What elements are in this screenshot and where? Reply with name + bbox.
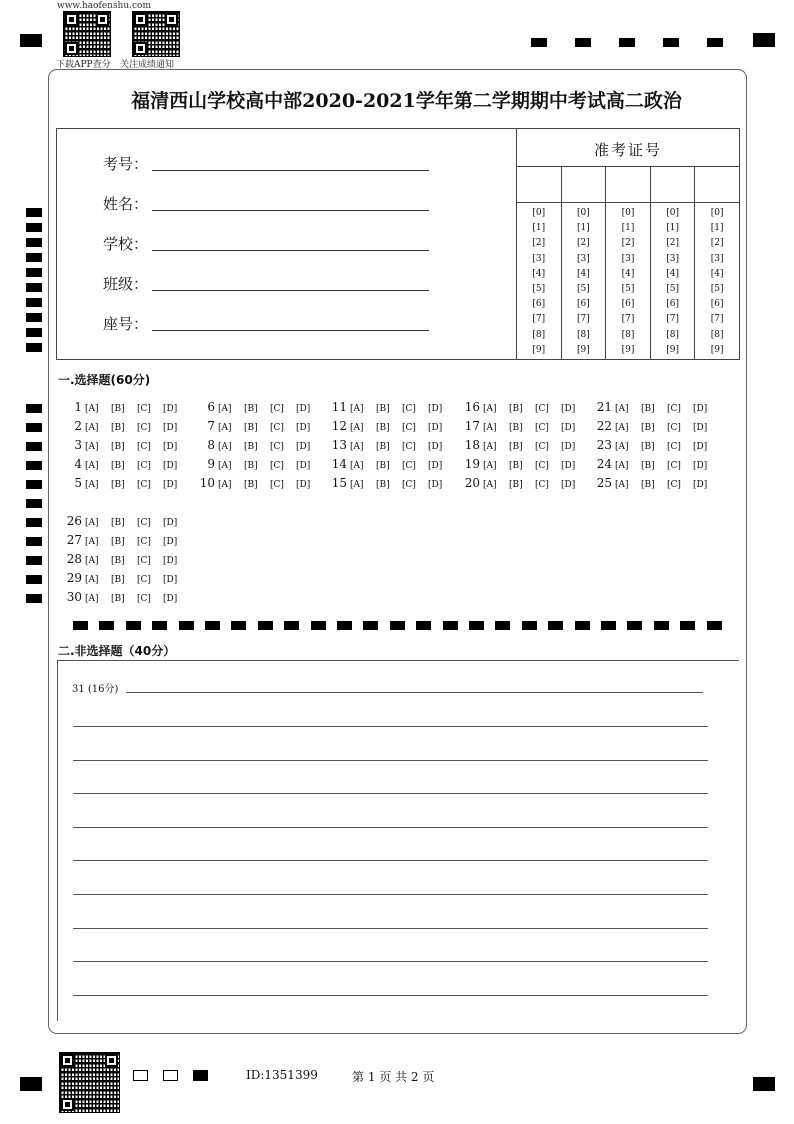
option-bubble[interactable]: [A]: [350, 461, 364, 471]
option-bubble[interactable]: [B]: [111, 575, 125, 585]
option-bubble[interactable]: [C]: [270, 423, 284, 433]
option-bubble[interactable]: [D]: [561, 461, 576, 471]
option-bubble[interactable]: [A]: [483, 423, 497, 433]
option-bubble[interactable]: [A]: [85, 442, 99, 452]
question-row: [60, 588, 189, 607]
option-bubble[interactable]: [B]: [376, 480, 390, 490]
question-row: [60, 417, 189, 436]
digit-bubble[interactable]: [6]: [577, 299, 590, 310]
option-bubble[interactable]: [C]: [535, 480, 549, 490]
digit-bubble[interactable]: [3]: [621, 253, 635, 264]
corner-marker-top-left: [20, 34, 42, 47]
question-number: 28: [66, 552, 82, 566]
corner-marker-bottom-right: [753, 1077, 775, 1091]
option-bubble[interactable]: [C]: [402, 480, 416, 490]
exam-digit-column: [517, 203, 562, 359]
digit-bubble[interactable]: [6]: [710, 299, 724, 310]
option-bubble[interactable]: [C]: [137, 442, 151, 452]
question-row: [193, 417, 322, 436]
option-bubble[interactable]: [A]: [350, 423, 364, 433]
option-bubble[interactable]: [A]: [85, 537, 99, 547]
option-bubble[interactable]: [D]: [163, 480, 178, 490]
option-bubble[interactable]: [A]: [615, 480, 629, 490]
option-bubble[interactable]: [C]: [137, 537, 151, 547]
field-label: 学校：: [103, 235, 149, 253]
question-number: 25: [596, 476, 612, 490]
digit-bubble[interactable]: [2]: [710, 238, 724, 249]
option-bubble[interactable]: [B]: [509, 480, 523, 490]
option-bubble[interactable]: [C]: [270, 404, 284, 414]
question-row: [458, 417, 587, 436]
digit-bubble[interactable]: [1]: [577, 223, 590, 234]
option-bubble[interactable]: [C]: [402, 442, 416, 452]
digit-bubble[interactable]: [9]: [621, 344, 635, 355]
option-bubble[interactable]: [C]: [402, 423, 416, 433]
question-number: 12: [331, 419, 347, 433]
page-mark-empty-1: [133, 1070, 148, 1081]
option-bubble[interactable]: [A]: [85, 556, 99, 566]
option-bubble[interactable]: [D]: [163, 404, 178, 414]
option-bubble[interactable]: [A]: [615, 461, 629, 471]
digit-bubble[interactable]: [0]: [621, 208, 635, 218]
digit-bubble[interactable]: [8]: [577, 329, 590, 340]
exam-digit-column: [562, 203, 607, 359]
digit-bubble[interactable]: [5]: [710, 284, 724, 295]
question-number: 13: [331, 438, 347, 452]
digit-bubble[interactable]: [5]: [577, 284, 590, 295]
option-bubble[interactable]: [A]: [483, 442, 497, 452]
option-bubble[interactable]: [A]: [483, 461, 497, 471]
question-number: 19: [464, 457, 480, 471]
option-bubble[interactable]: [D]: [561, 423, 576, 433]
option-bubble[interactable]: [A]: [85, 518, 99, 528]
option-bubble[interactable]: [B]: [111, 442, 125, 452]
digit-bubble[interactable]: [2]: [577, 238, 590, 249]
digit-bubble[interactable]: [2]: [621, 238, 635, 249]
exam-digit-column: [695, 203, 739, 359]
question-number: 22: [596, 419, 612, 433]
question-row: [60, 436, 189, 455]
question-number: 3: [74, 438, 82, 452]
question-number: 7: [207, 419, 215, 433]
exam-number-boxes: [517, 167, 739, 203]
sheet-id: ID:1351399: [246, 1068, 318, 1082]
digit-bubble[interactable]: [3]: [710, 253, 724, 264]
option-bubble[interactable]: [D]: [693, 404, 708, 414]
option-bubble[interactable]: [C]: [137, 404, 151, 414]
option-bubble[interactable]: [B]: [509, 404, 523, 414]
digit-bubble[interactable]: [5]: [532, 284, 546, 295]
name-field[interactable]: [103, 193, 148, 214]
digit-bubble[interactable]: [4]: [532, 268, 546, 279]
question-number: 20: [464, 476, 480, 490]
question-number: 2: [74, 419, 82, 433]
digit-bubble[interactable]: [4]: [621, 268, 635, 279]
question-row: [193, 455, 322, 474]
option-bubble[interactable]: [B]: [244, 461, 258, 471]
option-bubble[interactable]: [B]: [509, 423, 523, 433]
option-bubble[interactable]: [B]: [111, 594, 125, 604]
option-bubble[interactable]: [B]: [111, 461, 125, 471]
question-row: [60, 398, 189, 417]
exam-number-heading: 准考证号: [517, 129, 739, 167]
page-mark-filled: [193, 1070, 208, 1081]
question-row: [590, 455, 719, 474]
question-number: 18: [464, 438, 480, 452]
option-bubble[interactable]: [A]: [218, 461, 232, 471]
option-bubble[interactable]: [D]: [693, 423, 708, 433]
digit-bubble[interactable]: [4]: [710, 268, 724, 279]
option-bubble[interactable]: [C]: [667, 404, 681, 414]
page-number: 第 1 页 共 2 页: [352, 1070, 435, 1084]
question-row: [458, 436, 587, 455]
option-bubble[interactable]: [B]: [509, 442, 523, 452]
option-bubble[interactable]: [C]: [402, 404, 416, 414]
option-bubble[interactable]: [D]: [296, 480, 311, 490]
option-bubble[interactable]: [D]: [561, 480, 576, 490]
digit-bubble[interactable]: [2]: [532, 238, 546, 249]
option-bubble[interactable]: [A]: [85, 575, 99, 585]
option-bubble[interactable]: [B]: [244, 442, 258, 452]
option-bubble[interactable]: [C]: [270, 442, 284, 452]
option-bubble[interactable]: [A]: [483, 480, 497, 490]
digit-bubble[interactable]: [0]: [577, 208, 590, 218]
digit-bubble[interactable]: [8]: [621, 329, 635, 340]
question-number: 9: [207, 457, 215, 471]
digit-bubble[interactable]: [0]: [710, 208, 724, 218]
question-row: [193, 398, 322, 417]
app-qr-code: [63, 11, 111, 57]
question-number: 26: [66, 514, 82, 528]
option-bubble[interactable]: [C]: [137, 594, 151, 604]
digit-bubble[interactable]: [8]: [532, 329, 546, 340]
question-row: [590, 417, 719, 436]
digit-bubble[interactable]: [1]: [710, 223, 724, 234]
option-bubble[interactable]: [C]: [667, 461, 681, 471]
option-bubble[interactable]: [A]: [85, 480, 99, 490]
option-bubble[interactable]: [C]: [137, 480, 151, 490]
option-bubble[interactable]: [A]: [218, 442, 232, 452]
corner-marker-bottom-left: [20, 1077, 42, 1091]
option-bubble[interactable]: [D]: [163, 537, 178, 547]
option-bubble[interactable]: [A]: [218, 423, 232, 433]
option-bubble[interactable]: [B]: [376, 404, 390, 414]
option-bubble[interactable]: [D]: [296, 442, 311, 452]
option-bubble[interactable]: [B]: [111, 423, 125, 433]
qr1-caption: 下载APP查分: [56, 60, 111, 70]
question-row: [325, 436, 454, 455]
option-bubble[interactable]: [D]: [428, 461, 443, 471]
question-row: [325, 398, 454, 417]
digit-bubble[interactable]: [0]: [532, 208, 546, 218]
option-bubble[interactable]: [C]: [667, 442, 681, 452]
option-bubble[interactable]: [D]: [296, 461, 311, 471]
digit-bubble[interactable]: [7]: [532, 314, 546, 325]
field-label: 姓名：: [103, 195, 149, 213]
option-bubble[interactable]: [C]: [137, 575, 151, 585]
option-bubble[interactable]: [B]: [244, 404, 258, 414]
option-bubble[interactable]: [B]: [509, 461, 523, 471]
question-row: [60, 569, 189, 588]
option-bubble[interactable]: [D]: [163, 518, 178, 528]
digit-bubble[interactable]: [3]: [666, 253, 679, 264]
student-info-box: [56, 128, 740, 360]
digit-bubble[interactable]: [7]: [577, 314, 590, 325]
wechat-qr-code: [132, 11, 180, 57]
question-number: 11: [331, 400, 347, 414]
question-number: 24: [596, 457, 612, 471]
digit-bubble[interactable]: [8]: [666, 329, 679, 340]
option-bubble[interactable]: [D]: [693, 480, 708, 490]
section1-title: 一.选择题(60分): [58, 373, 151, 387]
digit-bubble[interactable]: [9]: [532, 344, 546, 355]
option-bubble[interactable]: [B]: [641, 480, 655, 490]
digit-bubble[interactable]: [7]: [666, 314, 679, 325]
question-row: [60, 512, 189, 531]
option-bubble[interactable]: [B]: [111, 518, 125, 528]
page-title: 福清西山学校高中部2020-2021学年第二学期期中考试高二政治: [131, 90, 682, 112]
option-bubble[interactable]: [B]: [376, 461, 390, 471]
option-bubble[interactable]: [D]: [561, 442, 576, 452]
question-row: [590, 398, 719, 417]
digit-bubble[interactable]: [2]: [666, 238, 679, 249]
question-number: 16: [464, 400, 480, 414]
option-bubble[interactable]: [A]: [85, 461, 99, 471]
digit-bubble[interactable]: [8]: [710, 329, 724, 340]
digit-bubble[interactable]: [9]: [710, 344, 724, 355]
question-number: 4: [74, 457, 82, 471]
option-bubble[interactable]: [A]: [483, 404, 497, 414]
question-number: 21: [596, 400, 612, 414]
question-row: [590, 474, 719, 493]
digit-bubble[interactable]: [4]: [666, 268, 679, 279]
question-row: [325, 474, 454, 493]
question-number: 6: [207, 400, 215, 414]
digit-bubble[interactable]: [9]: [666, 344, 679, 355]
digit-bubble[interactable]: [6]: [666, 299, 679, 310]
digit-bubble[interactable]: [1]: [621, 223, 635, 234]
option-bubble[interactable]: [D]: [163, 594, 178, 604]
option-bubble[interactable]: [D]: [428, 480, 443, 490]
option-bubble[interactable]: [C]: [535, 423, 549, 433]
question-number: 8: [207, 438, 215, 452]
option-bubble[interactable]: [C]: [535, 442, 549, 452]
option-bubble[interactable]: [A]: [350, 480, 364, 490]
question-number: 10: [199, 476, 215, 490]
question-number: 30: [66, 590, 82, 604]
option-bubble[interactable]: [D]: [163, 575, 178, 585]
option-bubble[interactable]: [A]: [85, 404, 99, 414]
digit-bubble[interactable]: [7]: [710, 314, 724, 325]
class-field[interactable]: [103, 273, 148, 294]
question-row: [60, 474, 189, 493]
question-row: [458, 474, 587, 493]
field-label: 座号：: [103, 315, 149, 333]
digit-bubble[interactable]: [6]: [621, 299, 635, 310]
option-bubble[interactable]: [C]: [402, 461, 416, 471]
qr2-caption: 关注成绩通知: [120, 60, 175, 70]
option-bubble[interactable]: [D]: [163, 423, 178, 433]
page-mark-empty-2: [163, 1070, 178, 1081]
option-bubble[interactable]: [D]: [163, 461, 178, 471]
option-bubble[interactable]: [C]: [137, 423, 151, 433]
digit-bubble[interactable]: [6]: [532, 299, 546, 310]
question-number: 15: [331, 476, 347, 490]
option-bubble[interactable]: [B]: [641, 404, 655, 414]
option-bubble[interactable]: [A]: [615, 442, 629, 452]
option-bubble[interactable]: [A]: [85, 594, 99, 604]
digit-bubble[interactable]: [7]: [621, 314, 635, 325]
option-bubble[interactable]: [D]: [693, 442, 708, 452]
option-bubble[interactable]: [C]: [137, 518, 151, 528]
field-label: 班级：: [103, 275, 149, 293]
digit-bubble[interactable]: [1]: [532, 223, 546, 234]
option-bubble[interactable]: [B]: [641, 442, 655, 452]
option-bubble[interactable]: [A]: [85, 423, 99, 433]
option-bubble[interactable]: [D]: [296, 423, 311, 433]
exam-number-field[interactable]: [103, 153, 148, 174]
option-bubble[interactable]: [C]: [137, 461, 151, 471]
option-bubble[interactable]: [D]: [428, 404, 443, 414]
option-bubble[interactable]: [B]: [244, 480, 258, 490]
question-row: [60, 531, 189, 550]
question-number: 1: [74, 400, 82, 414]
option-bubble[interactable]: [B]: [111, 537, 125, 547]
seat-field[interactable]: [103, 313, 148, 334]
option-bubble[interactable]: [B]: [376, 423, 390, 433]
option-bubble[interactable]: [B]: [376, 442, 390, 452]
option-bubble[interactable]: [C]: [535, 461, 549, 471]
option-bubble[interactable]: [A]: [218, 480, 232, 490]
digit-bubble[interactable]: [1]: [666, 223, 679, 234]
digit-bubble[interactable]: [5]: [621, 284, 635, 295]
exam-digit-column: [651, 203, 696, 359]
option-bubble[interactable]: [B]: [111, 556, 125, 566]
digit-bubble[interactable]: [0]: [666, 208, 679, 218]
option-bubble[interactable]: [C]: [667, 423, 681, 433]
q31-label: 31 (16分): [72, 684, 119, 695]
option-bubble[interactable]: [D]: [693, 461, 708, 471]
option-bubble[interactable]: [C]: [270, 480, 284, 490]
question-number: 27: [66, 533, 82, 547]
question-row: [60, 550, 189, 569]
digit-bubble[interactable]: [4]: [577, 268, 590, 279]
question-row: [193, 436, 322, 455]
section2-title: 二.非选择题（40分）: [58, 644, 176, 658]
option-bubble[interactable]: [A]: [218, 404, 232, 414]
question-row: [458, 398, 587, 417]
option-bubble[interactable]: [D]: [163, 556, 178, 566]
option-bubble[interactable]: [D]: [163, 442, 178, 452]
corner-marker-top-right: [753, 33, 775, 47]
school-field[interactable]: [103, 233, 148, 254]
digit-bubble[interactable]: [3]: [532, 253, 546, 264]
field-label: 考号：: [103, 155, 149, 173]
answer-area-q31[interactable]: [57, 660, 739, 1021]
option-bubble[interactable]: [C]: [535, 404, 549, 414]
option-bubble[interactable]: [C]: [137, 556, 151, 566]
question-row: [193, 474, 322, 493]
option-bubble[interactable]: [A]: [615, 423, 629, 433]
question-number: 17: [464, 419, 480, 433]
option-bubble[interactable]: [D]: [296, 404, 311, 414]
question-row: [325, 417, 454, 436]
exam-number-bubbles: [517, 203, 739, 359]
option-bubble[interactable]: [C]: [270, 461, 284, 471]
digit-bubble[interactable]: [3]: [577, 253, 590, 264]
site-url: www.haofenshu.com: [57, 1, 152, 11]
option-bubble[interactable]: [B]: [111, 404, 125, 414]
digit-bubble[interactable]: [5]: [666, 284, 679, 295]
option-bubble[interactable]: [D]: [428, 423, 443, 433]
option-bubble[interactable]: [D]: [561, 404, 576, 414]
exam-number-grid: [516, 129, 739, 359]
question-row: [458, 455, 587, 474]
option-bubble[interactable]: [A]: [350, 442, 364, 452]
option-bubble[interactable]: [A]: [615, 404, 629, 414]
digit-bubble[interactable]: [9]: [577, 344, 590, 355]
exam-digit-column: [606, 203, 651, 359]
question-row: [590, 436, 719, 455]
page-qr-code: [59, 1052, 120, 1113]
option-bubble[interactable]: [D]: [428, 442, 443, 452]
question-number: 14: [331, 457, 347, 471]
option-bubble[interactable]: [B]: [641, 423, 655, 433]
option-bubble[interactable]: [B]: [111, 480, 125, 490]
question-number: 29: [66, 571, 82, 585]
question-number: 23: [596, 438, 612, 452]
option-bubble[interactable]: [B]: [244, 423, 258, 433]
option-bubble[interactable]: [B]: [641, 461, 655, 471]
option-bubble[interactable]: [C]: [667, 480, 681, 490]
question-row: [60, 455, 189, 474]
question-number: 5: [74, 476, 82, 490]
option-bubble[interactable]: [A]: [350, 404, 364, 414]
question-row: [325, 455, 454, 474]
